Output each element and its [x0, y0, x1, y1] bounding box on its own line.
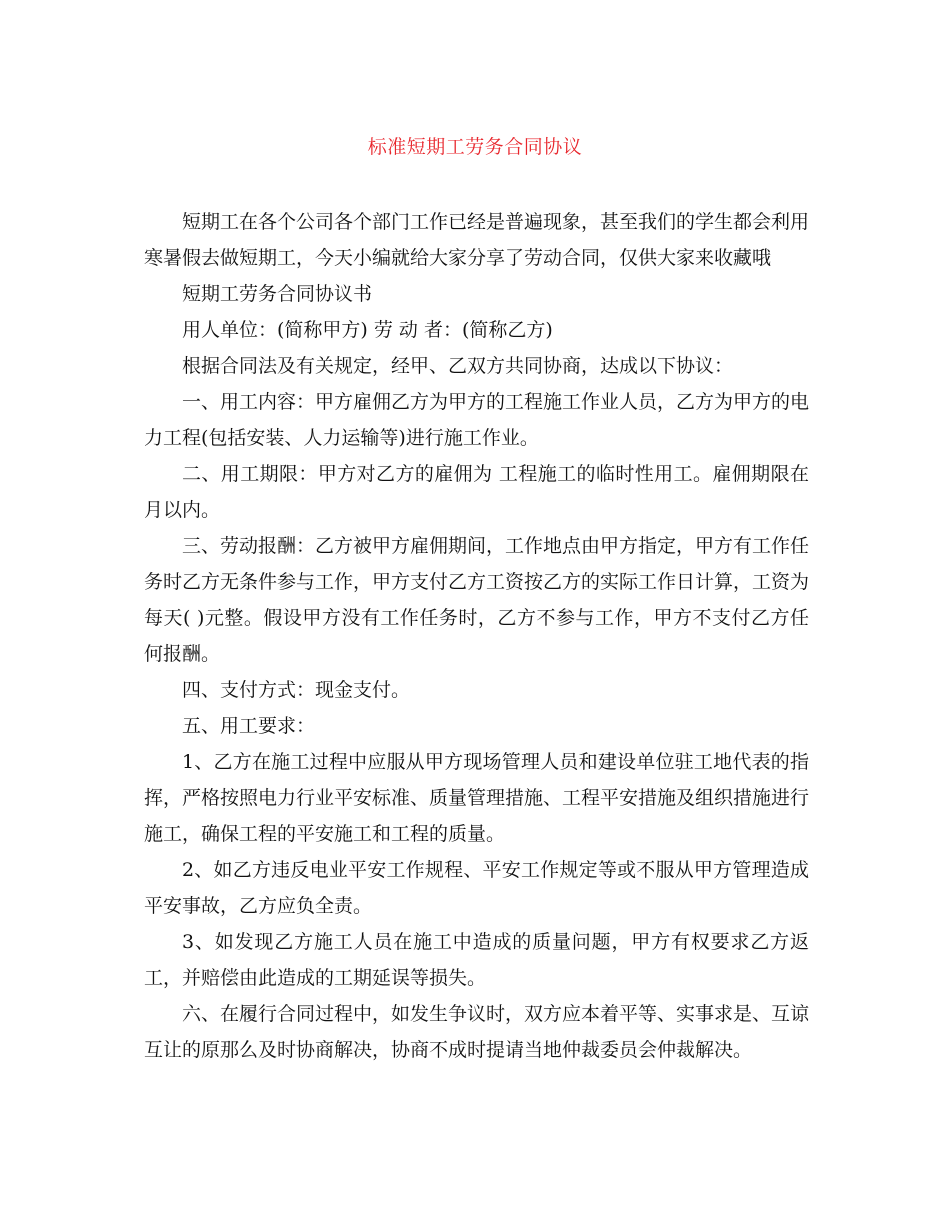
paragraph-requirement-2: 2、如乙方违反电业平安工作规程、平安工作规定等或不服从甲方管理造成平安事故，乙方应负全责。 — [144, 859, 809, 917]
paragraph-clause-3: 三、劳动报酬：乙方被甲方雇佣期间，工作地点由甲方指定，甲方有工作任务时乙方无条件参与工作，甲方支付乙方工资按乙方的实际工作日计算，工资为每天( )元整。假设甲方没有工作任务时，乙方不参与工作，甲方不支付乙方任何报酬。 — [144, 535, 810, 665]
paragraph-intro: 短期工在各个公司各个部门工作已经是普遍现象，甚至我们的学生都会利用寒暑假去做短期工，今天小编就给大家分享了劳动合同，仅供大家来收藏哦 — [144, 211, 810, 269]
paragraph-requirement-3: 3、如发现乙方施工人员在施工中造成的质量问题，甲方有权要求乙方返工，并赔偿由此造成的工期延误等损失。 — [144, 931, 809, 989]
paragraph-clause-2: 二、用工期限：甲方对乙方的雇佣为 工程施工的临时性用工。雇佣期限在 月以内。 — [144, 463, 809, 521]
document-title: 标准短期工劳务合同协议 — [367, 136, 583, 158]
paragraph-parties: 用人单位：(简称甲方) 劳 动 者：(简称乙方) — [182, 319, 553, 341]
paragraph-clause-1: 一、用工内容：甲方雇佣乙方为甲方的工程施工作业人员，乙方为甲方的电力工程(包括安装、人力运输等)进行施工作业。 — [144, 391, 810, 449]
paragraph-heading: 短期工劳务合同协议书 — [182, 283, 373, 305]
document-body — [144, 204, 809, 1068]
paragraph-clause-4: 四、支付方式：现金支付。 — [182, 679, 411, 701]
paragraph-clause-5: 五、用工要求： — [182, 715, 316, 737]
paragraph-preamble: 根据合同法及有关规定，经甲、乙双方共同协商，达成以下协议： — [182, 355, 734, 377]
paragraph-clause-6: 六、在履行合同过程中，如发生争议时，双方应本着平等、实事求是、互谅互让的原那么及时协商解决，协商不成时提请当地仲裁委员会仲裁解决。 — [144, 1003, 810, 1061]
paragraph-requirement-1: 1、乙方在施工过程中应服从甲方现场管理人员和建设单位驻工地代表的指挥，严格按照电力行业平安标准、质量管理措施、工程平安措施及组织措施进行施工，确保工程的平安施工和工程的质量。 — [144, 751, 810, 845]
